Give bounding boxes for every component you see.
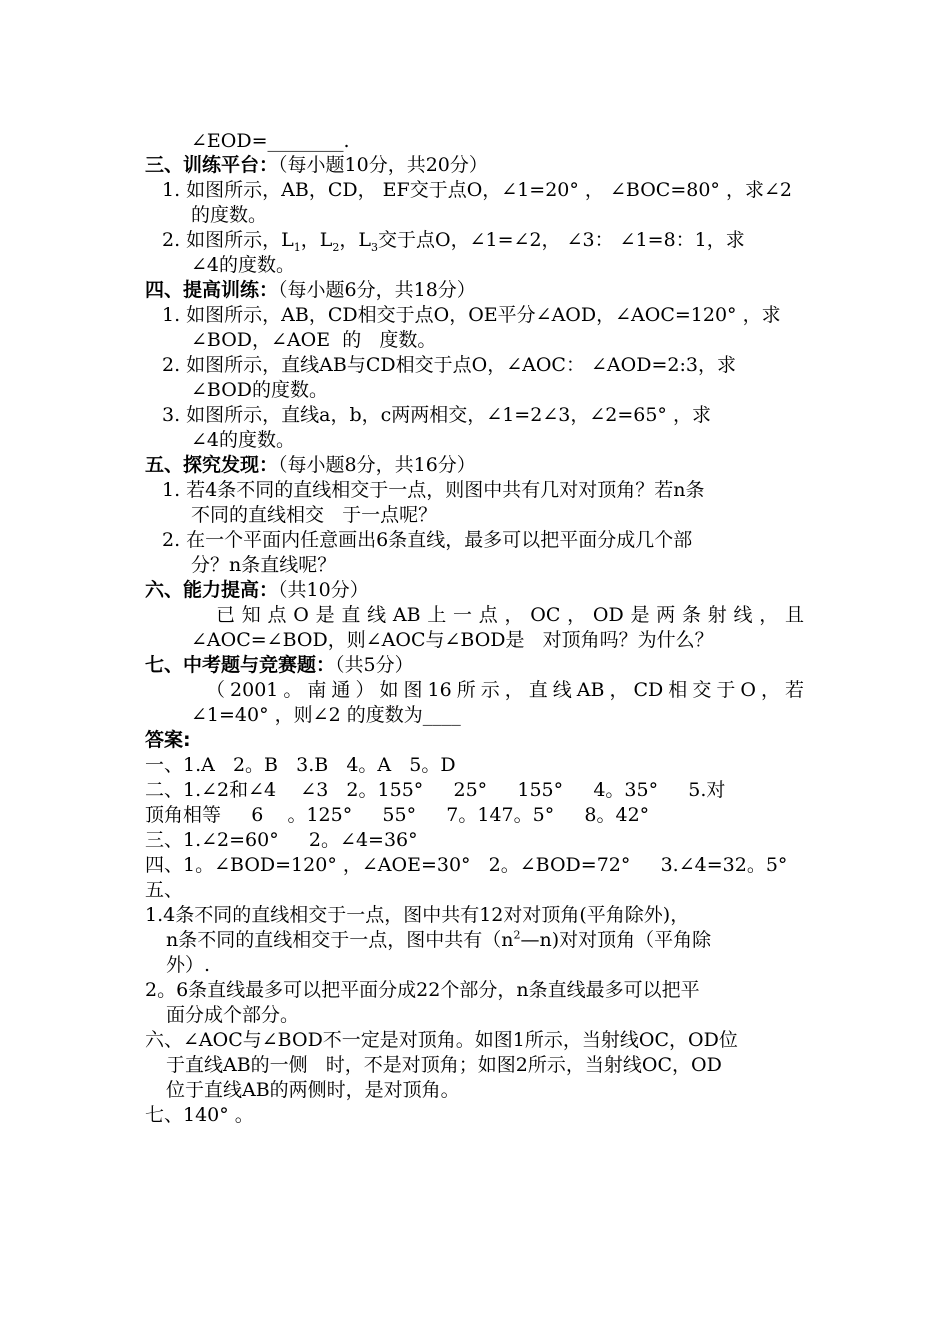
answer-6-line3: 位于直线AB的两侧时，是对顶角。	[166, 1079, 460, 1101]
section-5-title: 五、探究发现：	[145, 454, 279, 476]
answer-4: 四、1。∠BOD=120° ，∠AOE=30° 2。∠BOD=72° 3.∠4=32。5°	[145, 854, 788, 876]
section-5-heading	[145, 453, 476, 478]
answers-title: 答案:	[145, 729, 191, 751]
sec5-q1-line2: 不同的直线相交 于一点呢？	[191, 504, 438, 526]
sec3-q2-text-c: ，L	[339, 229, 372, 251]
sec3-q2-text-a: 2. 如图所示，L	[162, 229, 294, 251]
section-4-title: 四、提高训练：	[145, 279, 279, 301]
sec6-line2: ∠AOC=∠BOD，则∠AOC与∠BOD是 对顶角吗？为什么？	[191, 629, 714, 651]
answer-5-1-line2	[166, 928, 711, 953]
section-6-note: （共10分）	[278, 579, 369, 601]
sec5-q1-line1: 1. 若4条不同的直线相交于一点，则图中共有几对对顶角？若n条	[162, 479, 705, 501]
answer-5-1-text-b: —n)对对顶角（平角除	[520, 929, 712, 951]
sec6-line1: 已知点O是直线AB上一点，OC，OD是两条射线，且	[216, 604, 804, 626]
answer-5-1-line1: 1.4条不同的直线相交于一点，图中共有12对对顶角(平角除外)，	[145, 904, 690, 926]
sec7-line2: ∠1=40° ，则∠2 的度数为____	[191, 704, 461, 726]
answer-6-line2: 于直线AB的一侧 时，不是对顶角；如图2所示，当射线OC，OD	[166, 1054, 722, 1076]
sec7-line1: （2001。南通）如图16所示，直线AB，CD相交于O，若	[206, 679, 804, 701]
section-4-note: （每小题6分，共18分）	[278, 279, 476, 301]
sec5-q2-line2: 分？n条直线呢？	[191, 554, 337, 576]
sec4-q2-line2: ∠BOD的度数。	[191, 379, 329, 401]
answer-2-line1: 二、1.∠2和∠4 ∠3 2。155° 25° 155° 4。35° 5.对	[145, 779, 726, 801]
answer-6-line1: 六、∠AOC与∠BOD不一定是对顶角。如图1所示，当射线OC，OD位	[145, 1029, 738, 1051]
sec3-q2-sub2: 2	[332, 240, 340, 254]
top-line: ∠EOD=________.	[191, 130, 350, 152]
sec4-q3-line1: 3. 如图所示，直线a，b，c两两相交，∠1=2∠3，∠2=65° ，求	[162, 404, 711, 426]
section-7-title: 七、中考题与竞赛题：	[145, 654, 336, 676]
answer-5-1-line3: 外）.	[166, 954, 211, 976]
section-4-heading	[145, 278, 476, 303]
sec3-q2-text-b: ，L	[300, 229, 333, 251]
sec3-q2-line1	[162, 228, 745, 253]
section-6-heading	[145, 578, 369, 603]
sec3-q2-line2: ∠4的度数。	[191, 254, 296, 276]
section-3-heading	[145, 153, 488, 178]
sec4-q1-line1: 1. 如图所示，AB，CD相交于点O，OE平分∠AOD，∠AOC=120° ，求	[162, 304, 781, 326]
section-6-title: 六、能力提高：	[145, 579, 279, 601]
sec4-q1-line2: ∠BOD，∠AOE 的 度数。	[191, 329, 437, 351]
section-3-title: 三、训练平台：	[145, 154, 279, 176]
section-5-note: （每小题8分，共16分）	[278, 454, 476, 476]
sec3-q2-sub1: 1	[293, 240, 301, 254]
sec4-q3-line2: ∠4的度数。	[191, 429, 296, 451]
section-7-heading	[145, 653, 414, 678]
answer-5-heading: 五、	[145, 879, 184, 901]
sec3-q2-text-d: 交于点O，∠1=∠2， ∠3： ∠1=8：1，求	[378, 229, 745, 251]
answer-7: 七、140° 。	[145, 1104, 254, 1126]
sec3-q1-line1: 1. 如图所示，AB，CD， EF交于点O，∠1=20° ， ∠BOC=80° ，求∠2	[162, 179, 792, 201]
answer-5-1-sup: 2	[513, 928, 521, 942]
answer-1: 一、1.A 2。B 3.B 4。A 5。D	[145, 754, 456, 776]
answer-5-2-line2: 面分成个部分。	[166, 1004, 300, 1026]
answer-2-line2: 顶角相等 6 。125° 55° 7。147。5° 8。42°	[145, 804, 650, 826]
sec4-q2-line1: 2. 如图所示，直线AB与CD相交于点O，∠AOC： ∠AOD=2:3，求	[162, 354, 736, 376]
sec5-q2-line1: 2. 在一个平面内任意画出6条直线，最多可以把平面分成几个部	[162, 529, 693, 551]
section-3-note: （每小题10分，共20分）	[278, 154, 488, 176]
sec3-q1-line2: 的度数。	[191, 204, 268, 226]
answer-5-2-line1: 2。6条直线最多可以把平面分成22个部分，n条直线最多可以把平	[145, 979, 700, 1001]
answer-5-1-text-a: n条不同的直线相交于一点，图中共有（n	[166, 929, 514, 951]
answer-3: 三、1.∠2=60° 2。∠4=36°	[145, 829, 418, 851]
section-7-note: （共5分）	[335, 654, 414, 676]
sec3-q2-sub3: 3	[371, 240, 379, 254]
